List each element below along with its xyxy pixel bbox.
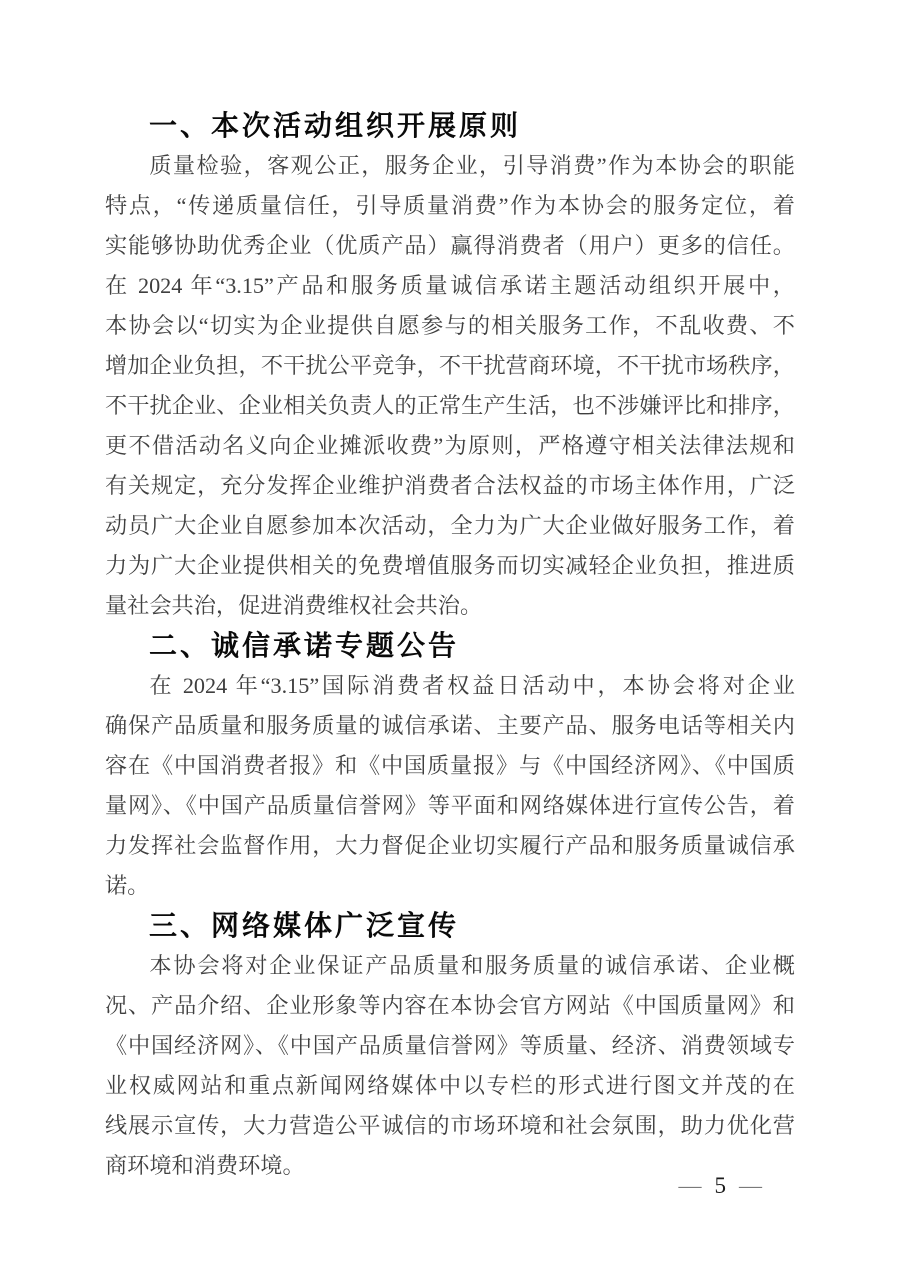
document-body — [105, 106, 795, 1186]
paragraph-line: 有关规定，充分发挥企业维护消费者合法权益的市场主体作用，广泛 — [105, 473, 795, 498]
paragraph-line: 力为广大企业提供相关的免费增值服务而切实减轻企业负担，推进质 — [105, 553, 795, 578]
paragraph-line: 实能够协助优秀企业（优质产品）赢得消费者（用户）更多的信任。 — [105, 233, 795, 258]
paragraph-line: 量社会共治，促进消费维权社会共治。 — [105, 593, 483, 618]
paragraph-line: 不干扰企业、企业相关负责人的正常生产生活，也不涉嫌评比和排序， — [105, 393, 795, 418]
paragraph-line: 容在《中国消费者报》和《中国质量报》与《中国经济网》、《中国质 — [105, 753, 795, 778]
section-heading: 三、网络媒体广泛宣传 — [149, 910, 460, 941]
document-section — [105, 106, 795, 626]
paragraph-line: 诺。 — [105, 873, 150, 898]
section-heading: 一、本次活动组织开展原则 — [149, 110, 522, 141]
paragraph-line: 商环境和消费环境。 — [105, 1153, 305, 1178]
paragraph — [105, 146, 795, 626]
paragraph-line: 动员广大企业自愿参加本次活动，全力为广大企业做好服务工作，着 — [105, 513, 795, 538]
paragraph-line: 特点，“传递质量信任，引导质量消费”作为本协会的服务定位，着 — [105, 193, 795, 218]
paragraph-line: 业权威网站和重点新闻网络媒体中以专栏的形式进行图文并茂的在 — [105, 1073, 795, 1098]
paragraph-line: 增加企业负担，不干扰公平竞争，不干扰营商环境，不干扰市场秩序， — [105, 353, 795, 378]
document-section — [105, 626, 795, 906]
paragraph-line: 《中国经济网》、《中国产品质量信誉网》等质量、经济、消费领域专 — [105, 1033, 795, 1058]
page-number-dash-left: — — [678, 1173, 702, 1198]
paragraph-line: 确保产品质量和服务质量的诚信承诺、主要产品、服务电话等相关内 — [105, 713, 795, 738]
paragraph-line: 本协会将对企业保证产品质量和服务质量的诚信承诺、企业概 — [149, 953, 795, 978]
page-number-dash-right: — — [739, 1173, 762, 1198]
document-section — [105, 906, 795, 1186]
paragraph-line: 线展示宣传，大力营造公平诚信的市场环境和社会氛围，助力优化营 — [105, 1113, 795, 1138]
paragraph — [105, 666, 795, 906]
paragraph-line: 更不借活动名义向企业摊派收费”为原则，严格遵守相关法律法规和 — [105, 433, 795, 458]
page-number — [679, 1174, 763, 1198]
paragraph — [105, 946, 795, 1186]
paragraph-line: 质量检验，客观公正，服务企业，引导消费”作为本协会的职能 — [149, 153, 795, 178]
paragraph-line: 本协会以“切实为企业提供自愿参与的相关服务工作，不乱收费、不 — [105, 313, 795, 338]
paragraph-line: 在 2024 年“3.15”产品和服务质量诚信承诺主题活动组织开展中， — [105, 273, 795, 298]
paragraph-line: 力发挥社会监督作用，大力督促企业切实履行产品和服务质量诚信承 — [105, 833, 795, 858]
paragraph-line: 况、产品介绍、企业形象等内容在本协会官方网站《中国质量网》和 — [105, 993, 795, 1018]
paragraph-line: 在 2024 年“3.15”国际消费者权益日活动中，本协会将对企业 — [149, 673, 795, 698]
section-heading: 二、诚信承诺专题公告 — [149, 630, 460, 661]
page-number-value: 5 — [714, 1173, 726, 1198]
paragraph-line: 量网》、《中国产品质量信誉网》等平面和网络媒体进行宣传公告，着 — [105, 793, 795, 818]
